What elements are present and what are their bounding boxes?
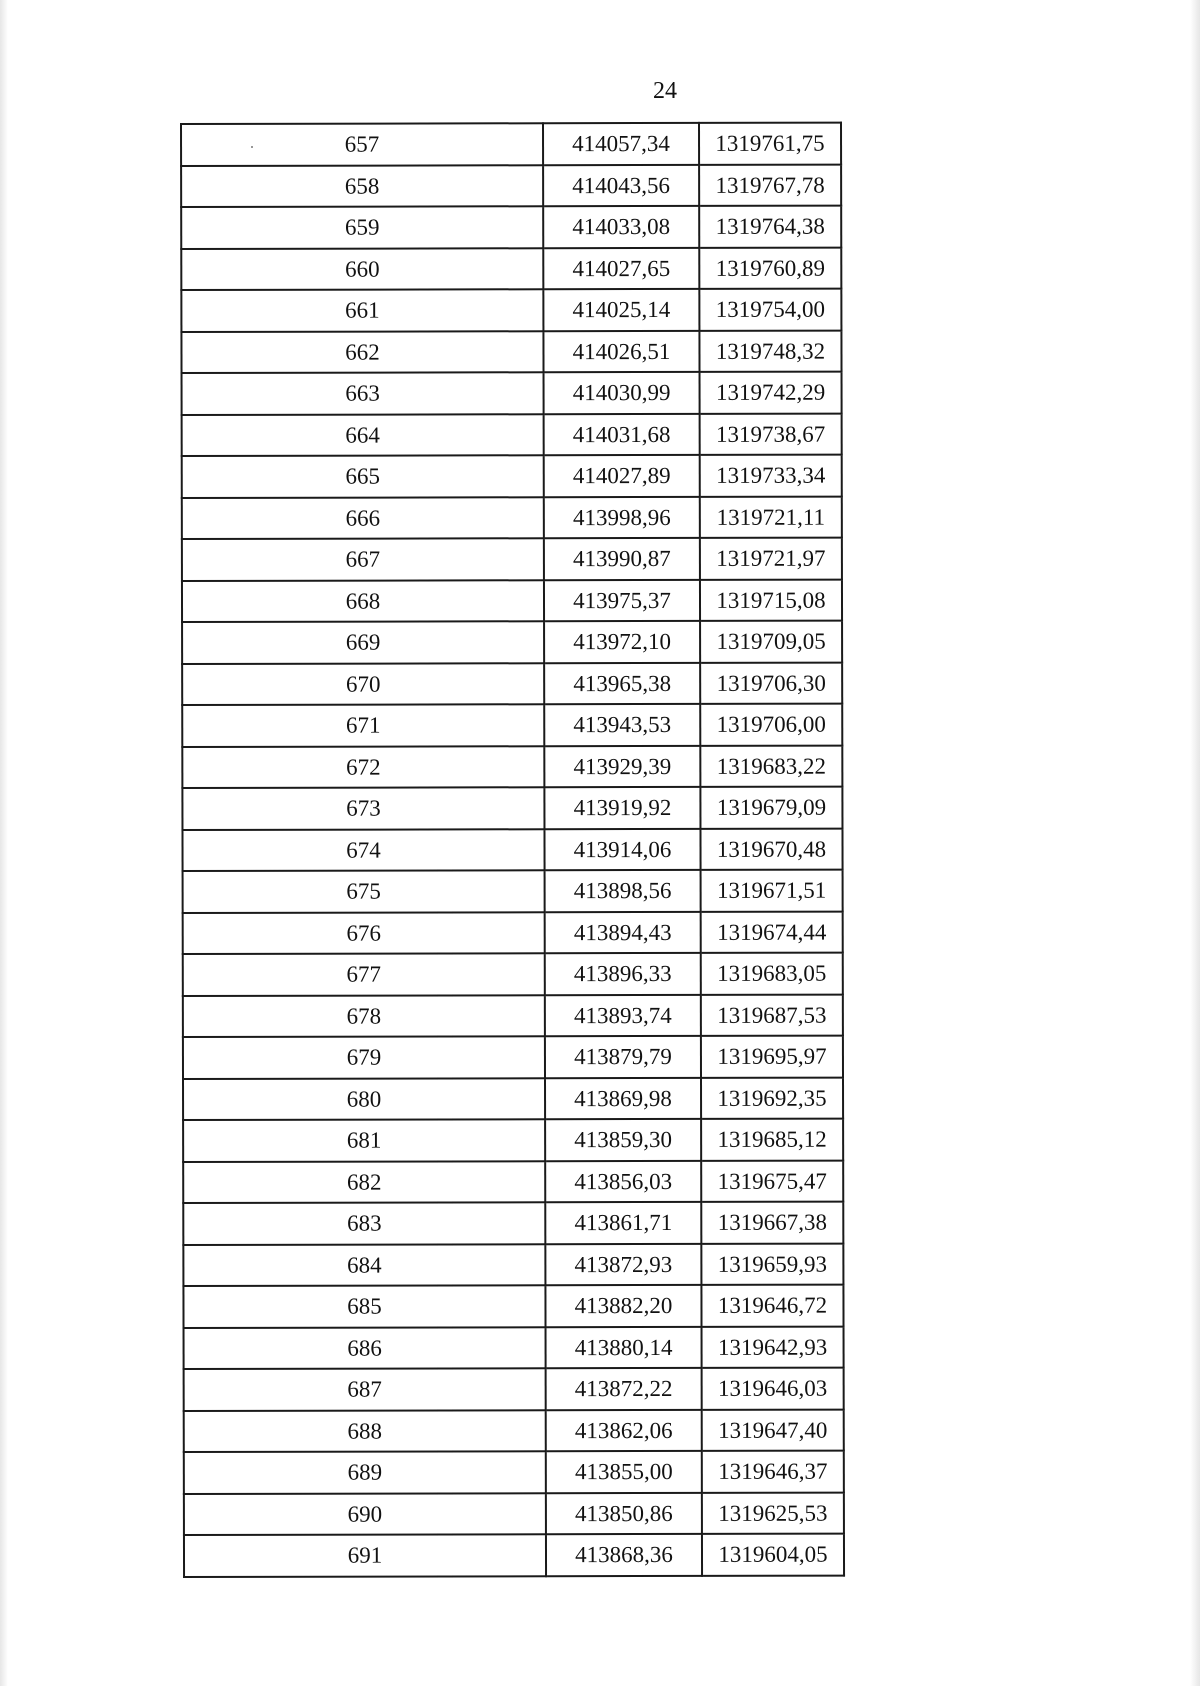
y-coordinate-cell: 1319754,00 [699, 289, 841, 331]
x-coordinate-cell: 414031,68 [544, 413, 700, 455]
table-row [183, 870, 843, 913]
table-row [181, 289, 841, 332]
x-coordinate-cell: 413850,86 [546, 1492, 702, 1534]
point-number-cell: 690 [184, 1493, 546, 1535]
x-coordinate-cell: 413998,96 [544, 496, 700, 538]
y-coordinate-cell: 1319646,72 [701, 1285, 843, 1327]
x-coordinate-cell: 413855,00 [546, 1451, 702, 1493]
table-row [182, 579, 842, 622]
point-number-cell: 671 [182, 704, 544, 746]
y-coordinate-cell: 1319721,11 [700, 496, 842, 538]
x-coordinate-cell: 413869,98 [545, 1077, 701, 1119]
x-coordinate-cell: 413898,56 [545, 870, 701, 912]
table-row [181, 247, 841, 290]
y-coordinate-cell: 1319764,38 [699, 206, 841, 248]
x-coordinate-cell: 413856,03 [545, 1160, 701, 1202]
scan-edge-right [1190, 0, 1200, 1686]
x-coordinate-cell: 413965,38 [544, 662, 700, 704]
table-row [182, 704, 842, 747]
point-number-cell: 665 [182, 455, 544, 497]
y-coordinate-cell: 1319687,53 [701, 994, 843, 1036]
x-coordinate-cell: 413872,93 [545, 1243, 701, 1285]
x-coordinate-cell: 413882,20 [545, 1285, 701, 1327]
x-coordinate-cell: 414030,99 [544, 372, 700, 414]
y-coordinate-cell: 1319738,67 [700, 413, 842, 455]
coordinates-table-body [181, 123, 844, 1577]
y-coordinate-cell: 1319646,03 [702, 1368, 844, 1410]
x-coordinate-cell: 413896,33 [545, 953, 701, 995]
table-row [183, 1036, 843, 1079]
y-coordinate-cell: 1319671,51 [701, 870, 843, 912]
x-coordinate-cell: 413972,10 [544, 621, 700, 663]
y-coordinate-cell: 1319706,00 [700, 704, 842, 746]
point-number-cell: 674 [182, 829, 544, 871]
x-coordinate-cell: 413862,06 [546, 1409, 702, 1451]
x-coordinate-cell: 413861,71 [545, 1202, 701, 1244]
y-coordinate-cell: 1319761,75 [699, 123, 841, 165]
point-number-cell: 688 [184, 1410, 546, 1452]
y-coordinate-cell: 1319760,89 [699, 247, 841, 289]
y-coordinate-cell: 1319646,37 [702, 1451, 844, 1493]
table-row [181, 123, 841, 166]
point-number-cell: 672 [182, 746, 544, 788]
coordinates-table [180, 122, 845, 1578]
point-number-cell: 669 [182, 621, 544, 663]
table-row [182, 372, 842, 415]
table-row [181, 330, 841, 373]
table-row [182, 621, 842, 664]
table-row [183, 953, 843, 996]
table-row [184, 1492, 844, 1535]
y-coordinate-cell: 1319659,93 [701, 1243, 843, 1285]
table-row [181, 206, 841, 249]
y-coordinate-cell: 1319742,29 [700, 372, 842, 414]
point-number-cell: 659 [181, 206, 543, 248]
point-number-cell: 678 [183, 995, 545, 1037]
table-row [183, 1160, 843, 1203]
y-coordinate-cell: 1319683,22 [700, 745, 842, 787]
y-coordinate-cell: 1319685,12 [701, 1119, 843, 1161]
point-number-cell: 658 [181, 165, 543, 207]
y-coordinate-cell: 1319667,38 [701, 1202, 843, 1244]
x-coordinate-cell: 413894,43 [545, 911, 701, 953]
y-coordinate-cell: 1319674,44 [701, 911, 843, 953]
table-row [182, 745, 842, 788]
table-row [182, 538, 842, 581]
y-coordinate-cell: 1319715,08 [700, 579, 842, 621]
table-row [184, 1534, 844, 1577]
table-row [184, 1409, 844, 1452]
x-coordinate-cell: 414033,08 [543, 206, 699, 248]
x-coordinate-cell: 413929,39 [544, 745, 700, 787]
point-number-cell: 679 [183, 1036, 545, 1078]
point-number-cell: 664 [182, 414, 544, 456]
point-number-cell: 681 [183, 1119, 545, 1161]
y-coordinate-cell: 1319733,34 [700, 455, 842, 497]
x-coordinate-cell: 414043,56 [543, 164, 699, 206]
x-coordinate-cell: 413879,79 [545, 1036, 701, 1078]
table-row [183, 1285, 843, 1328]
table-row [183, 911, 843, 954]
point-number-cell: 666 [182, 497, 544, 539]
point-number-cell: 662 [181, 331, 543, 373]
table-row [184, 1368, 844, 1411]
y-coordinate-cell: 1319625,53 [702, 1492, 844, 1534]
scan-edge-left [0, 0, 8, 1686]
point-number-cell: 661 [181, 289, 543, 331]
table-row [184, 1451, 844, 1494]
point-number-cell: 685 [183, 1285, 545, 1327]
x-coordinate-cell: 413919,92 [544, 787, 700, 829]
y-coordinate-cell: 1319679,09 [700, 787, 842, 829]
x-coordinate-cell: 413914,06 [544, 828, 700, 870]
x-coordinate-cell: 414025,14 [543, 289, 699, 331]
page-number: 24 [653, 78, 677, 104]
point-number-cell: 680 [183, 1078, 545, 1120]
x-coordinate-cell: 414027,65 [543, 247, 699, 289]
point-number-cell: 670 [182, 663, 544, 705]
x-coordinate-cell: 413859,30 [545, 1119, 701, 1161]
y-coordinate-cell: 1319670,48 [700, 828, 842, 870]
y-coordinate-cell: 1319604,05 [702, 1534, 844, 1576]
point-number-cell: 663 [182, 372, 544, 414]
point-number-cell: 691 [184, 1534, 546, 1576]
y-coordinate-cell: 1319675,47 [701, 1160, 843, 1202]
table-row [182, 413, 842, 456]
point-number-cell: 668 [182, 580, 544, 622]
y-coordinate-cell: 1319721,97 [700, 538, 842, 580]
point-number-cell: 675 [183, 870, 545, 912]
point-number-cell: 682 [183, 1161, 545, 1203]
y-coordinate-cell: 1319683,05 [701, 953, 843, 995]
y-coordinate-cell: 1319767,78 [699, 164, 841, 206]
point-number-cell: 660 [181, 248, 543, 290]
table-row [181, 164, 841, 207]
x-coordinate-cell: 414057,34 [543, 123, 699, 165]
x-coordinate-cell: 414026,51 [543, 330, 699, 372]
table-row [183, 1243, 843, 1286]
x-coordinate-cell: 413872,22 [546, 1368, 702, 1410]
table-row [183, 994, 843, 1037]
point-number-cell: 673 [182, 787, 544, 829]
table-row [184, 1326, 844, 1369]
x-coordinate-cell: 413990,87 [544, 538, 700, 580]
y-coordinate-cell: 1319692,35 [701, 1077, 843, 1119]
table-row [182, 496, 842, 539]
point-number-cell: 683 [183, 1202, 545, 1244]
point-number-cell: 684 [183, 1244, 545, 1286]
y-coordinate-cell: 1319709,05 [700, 621, 842, 663]
point-number-cell: 686 [184, 1327, 546, 1369]
point-number-cell: 689 [184, 1451, 546, 1493]
point-number-cell: 657 [181, 123, 543, 165]
y-coordinate-cell: 1319695,97 [701, 1036, 843, 1078]
x-coordinate-cell: 413880,14 [546, 1326, 702, 1368]
table-row [182, 455, 842, 498]
x-coordinate-cell: 414027,89 [544, 455, 700, 497]
table-row [182, 662, 842, 705]
point-number-cell: 687 [184, 1368, 546, 1410]
table-row [182, 787, 842, 830]
x-coordinate-cell: 413868,36 [546, 1534, 702, 1576]
y-coordinate-cell: 1319642,93 [702, 1326, 844, 1368]
x-coordinate-cell: 413975,37 [544, 579, 700, 621]
y-coordinate-cell: 1319647,40 [702, 1409, 844, 1451]
table-row [183, 1077, 843, 1120]
table-row [183, 1119, 843, 1162]
table-row [182, 828, 842, 871]
table-row [183, 1202, 843, 1245]
y-coordinate-cell: 1319706,30 [700, 662, 842, 704]
y-coordinate-cell: 1319748,32 [699, 330, 841, 372]
x-coordinate-cell: 413893,74 [545, 994, 701, 1036]
point-number-cell: 677 [183, 953, 545, 995]
x-coordinate-cell: 413943,53 [544, 704, 700, 746]
point-number-cell: 667 [182, 538, 544, 580]
point-number-cell: 676 [183, 912, 545, 954]
